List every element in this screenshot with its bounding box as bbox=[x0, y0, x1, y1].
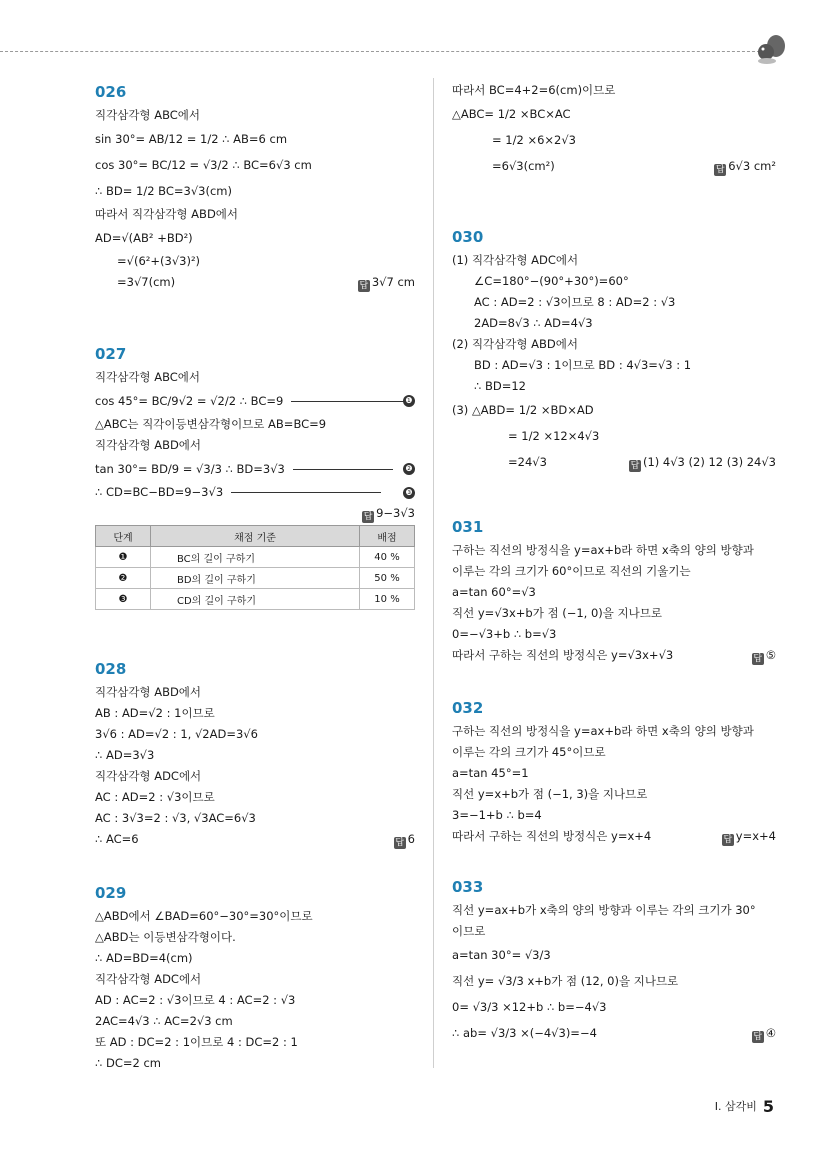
solution-line: a=tan 60°=√3 bbox=[452, 585, 536, 599]
answer bbox=[358, 272, 415, 293]
solution-line: AC : AD=2 : √3이므로 bbox=[95, 790, 215, 804]
answer bbox=[714, 153, 776, 179]
solution-text: =24√3 bbox=[508, 455, 547, 469]
leader-line bbox=[291, 401, 406, 402]
problem-number: 032 bbox=[452, 699, 484, 717]
solution-033 bbox=[452, 878, 776, 1046]
solution-line: 직각삼각형 ABD에서 bbox=[95, 685, 202, 699]
solution-line: △ABC= 1/2 ×BC×AC bbox=[452, 107, 571, 121]
answer bbox=[362, 503, 415, 524]
solution-line bbox=[452, 826, 776, 847]
solution-line: ∴ AD=BD=4(cm) bbox=[95, 951, 193, 965]
problem-number: 026 bbox=[95, 83, 127, 101]
answer bbox=[394, 829, 415, 850]
solution-line: 직선 y= √3/3 x+b가 점 (12, 0)을 지나므로 bbox=[452, 974, 679, 988]
solution-line: = 1/2 ×6×2√3 bbox=[492, 133, 577, 147]
solution-027 bbox=[95, 345, 415, 610]
table-header: 단계 bbox=[96, 526, 151, 547]
solution-line: 이루는 각의 크기가 60°이므로 직선의 기울기는 bbox=[452, 564, 691, 578]
answer-value: ④ bbox=[765, 1026, 776, 1040]
solution-text: ∴ CD=BC−BD=9−3√3 bbox=[95, 485, 224, 499]
solution-text: =6√3(cm²) bbox=[492, 159, 555, 173]
answer-value: 9−3√3 bbox=[376, 506, 415, 520]
solution-line: 따라서 직각삼각형 ABD에서 bbox=[95, 207, 239, 221]
solution-line: 직각삼각형 ADC에서 bbox=[95, 972, 202, 986]
answer-icon: 답 bbox=[753, 1032, 763, 1042]
answer-icon: 답 bbox=[723, 835, 733, 845]
page-number: 5 bbox=[762, 1097, 774, 1116]
solution-line: AC : 3√3=2 : √3, √3AC=6√3 bbox=[95, 811, 256, 825]
solution-text: cos 45°= BC/9√2 = √2/2 ∴ BC=9 bbox=[95, 394, 284, 408]
problem-number: 027 bbox=[95, 345, 127, 363]
problem-number: 028 bbox=[95, 660, 127, 678]
solution-text: ∴ ab= √3/3 ×(−4√3)=−4 bbox=[452, 1026, 597, 1040]
top-dashed-rule bbox=[0, 51, 765, 52]
answer-icon: 답 bbox=[753, 654, 763, 664]
solution-line: AC : AD=2 : √3이므로 8 : AD=2 : √3 bbox=[474, 295, 676, 309]
answer bbox=[752, 645, 776, 666]
solution-line: sin 30°= AB/12 = 1/2 ∴ AB=6 cm bbox=[95, 132, 288, 146]
table-header: 채점 기준 bbox=[151, 526, 360, 547]
page-footer bbox=[715, 1097, 774, 1116]
table-cell: BD의 길이 구하기 bbox=[151, 568, 360, 589]
solution-line bbox=[95, 456, 415, 482]
solution-line: ∴ BD= 1/2 BC=3√3(cm) bbox=[95, 184, 232, 198]
solution-028 bbox=[95, 660, 415, 850]
solution-line: = 1/2 ×12×4√3 bbox=[508, 429, 600, 443]
solution-line: 직각삼각형 ABC에서 bbox=[95, 108, 201, 122]
answer-value: 3√7 cm bbox=[371, 275, 415, 289]
solution-line: 이므로 bbox=[452, 924, 486, 938]
solution-line: a=tan 30°= √3/3 bbox=[452, 948, 551, 962]
leader-line bbox=[293, 469, 393, 470]
leader-line bbox=[231, 492, 381, 493]
solution-line: ∠C=180°−(90°+30°)=60° bbox=[474, 274, 629, 288]
solution-line: 직각삼각형 ABC에서 bbox=[95, 370, 201, 384]
solution-line: 직각삼각형 ADC에서 bbox=[95, 769, 202, 783]
answer-icon: 답 bbox=[359, 281, 369, 291]
table-cell: 40 % bbox=[360, 547, 415, 568]
table-cell: ❷ bbox=[96, 568, 151, 589]
solution-line: cos 30°= BC/12 = √3/2 ∴ BC=6√3 cm bbox=[95, 158, 312, 172]
table-header: 배점 bbox=[360, 526, 415, 547]
solution-line: 따라서 BC=4+2=6(cm)이므로 bbox=[452, 83, 616, 97]
solution-029 bbox=[95, 884, 415, 1074]
answer-icon: 답 bbox=[630, 461, 640, 471]
solution-line: ∴ BD=12 bbox=[474, 379, 526, 393]
solution-line: △ABD는 이등변삼각형이다. bbox=[95, 930, 236, 944]
solution-line: (1) 직각삼각형 ADC에서 bbox=[452, 253, 579, 267]
grading-table bbox=[95, 525, 415, 610]
problem-number: 031 bbox=[452, 518, 484, 536]
solution-line bbox=[95, 829, 415, 850]
step-marker: ❶ bbox=[403, 395, 415, 407]
solution-line bbox=[452, 645, 776, 666]
squirrel-mascot-icon bbox=[752, 32, 788, 68]
solution-text: =3√7(cm) bbox=[117, 275, 176, 289]
answer bbox=[629, 449, 776, 475]
solution-line bbox=[452, 1020, 776, 1046]
solution-line: 직선 y=√3x+b가 점 (−1, 0)을 지나므로 bbox=[452, 606, 662, 620]
solution-text: 따라서 구하는 직선의 방정식은 y=x+4 bbox=[452, 829, 652, 843]
answer-icon: 답 bbox=[715, 165, 725, 175]
table-row bbox=[96, 589, 415, 610]
table-cell: ❶ bbox=[96, 547, 151, 568]
problem-number: 033 bbox=[452, 878, 484, 896]
answer-value: ⑤ bbox=[765, 648, 776, 662]
table-cell: CD의 길이 구하기 bbox=[151, 589, 360, 610]
solution-text: tan 30°= BD/9 = √3/3 ∴ BD=3√3 bbox=[95, 462, 285, 476]
answer-icon: 답 bbox=[363, 512, 373, 522]
solution-line: 0= √3/3 ×12+b ∴ b=−4√3 bbox=[452, 1000, 607, 1014]
solution-032 bbox=[452, 699, 776, 847]
solution-line bbox=[95, 482, 415, 503]
table-cell: 10 % bbox=[360, 589, 415, 610]
solution-line: AD=√(AB² +BD²) bbox=[95, 231, 193, 245]
answer-value: (1) 4√3 (2) 12 (3) 24√3 bbox=[642, 455, 776, 469]
solution-line: 직각삼각형 ABD에서 bbox=[95, 438, 202, 452]
solution-line: 직선 y=ax+b가 x축의 양의 방향과 이루는 각의 크기가 30° bbox=[452, 903, 756, 917]
solution-line: =√(6²+(3√3)²) bbox=[117, 254, 201, 268]
solution-line: ∴ DC=2 cm bbox=[95, 1056, 161, 1070]
solution-line: 2AD=8√3 ∴ AD=4√3 bbox=[474, 316, 593, 330]
table-row bbox=[96, 568, 415, 589]
solution-text: 따라서 구하는 직선의 방정식은 y=√3x+√3 bbox=[452, 648, 674, 662]
table-cell: BC의 길이 구하기 bbox=[151, 547, 360, 568]
answer-value: y=x+4 bbox=[735, 829, 776, 843]
answer-row bbox=[95, 503, 415, 525]
solution-line: 이루는 각의 크기가 45°이므로 bbox=[452, 745, 606, 759]
solution-line: △ABD에서 ∠BAD=60°−30°=30°이므로 bbox=[95, 909, 313, 923]
solution-line: 직선 y=x+b가 점 (−1, 3)을 지나므로 bbox=[452, 787, 648, 801]
problem-number: 030 bbox=[452, 228, 484, 246]
solution-line: ∴ AD=3√3 bbox=[95, 748, 155, 762]
solution-030 bbox=[452, 228, 776, 475]
solution-line: AB : AD=√2 : 1이므로 bbox=[95, 706, 215, 720]
solution-line: 구하는 직선의 방정식을 y=ax+b라 하면 x축의 양의 방향과 bbox=[452, 724, 754, 738]
solution-line: 3=−1+b ∴ b=4 bbox=[452, 808, 542, 822]
solution-line bbox=[452, 449, 776, 475]
problem-number: 029 bbox=[95, 884, 127, 902]
column-divider bbox=[433, 78, 434, 1068]
solution-line: 2AC=4√3 ∴ AC=2√3 cm bbox=[95, 1014, 233, 1028]
solution-line bbox=[452, 153, 776, 179]
step-marker: ❷ bbox=[403, 463, 415, 475]
step-marker: ❸ bbox=[403, 487, 415, 499]
solution-line: 3√6 : AD=√2 : 1, √2AD=3√6 bbox=[95, 727, 258, 741]
solution-line: BD : AD=√3 : 1이므로 BD : 4√3=√3 : 1 bbox=[474, 358, 692, 372]
solution-line: (2) 직각삼각형 ABD에서 bbox=[452, 337, 578, 351]
solution-line bbox=[95, 388, 415, 414]
solution-line: AD : AC=2 : √3이므로 4 : AC=2 : √3 bbox=[95, 993, 296, 1007]
solution-line: 또 AD : DC=2 : 1이므로 4 : DC=2 : 1 bbox=[95, 1035, 298, 1049]
solution-line bbox=[95, 272, 415, 293]
chapter-label: Ⅰ. 삼각비 bbox=[714, 1100, 757, 1113]
solution-031 bbox=[452, 518, 776, 666]
solution-line: 0=−√3+b ∴ b=√3 bbox=[452, 627, 557, 641]
answer bbox=[722, 826, 776, 847]
solution-line: a=tan 45°=1 bbox=[452, 766, 529, 780]
answer-value: 6 bbox=[407, 832, 415, 846]
answer bbox=[752, 1020, 776, 1046]
answer-value: 6√3 cm² bbox=[728, 159, 776, 173]
solution-line: 구하는 직선의 방정식을 y=ax+b라 하면 x축의 양의 방향과 bbox=[452, 543, 754, 557]
solution-line: (3) △ABD= 1/2 ×BD×AD bbox=[452, 403, 594, 417]
solution-line: △ABC는 직각이등변삼각형이므로 AB=BC=9 bbox=[95, 417, 327, 431]
table-row bbox=[96, 547, 415, 568]
table-cell: ❸ bbox=[96, 589, 151, 610]
solution-text: ∴ AC=6 bbox=[95, 832, 139, 846]
solution-029-continued bbox=[452, 80, 776, 179]
table-cell: 50 % bbox=[360, 568, 415, 589]
answer-icon: 답 bbox=[395, 838, 405, 848]
solution-026 bbox=[95, 83, 415, 293]
